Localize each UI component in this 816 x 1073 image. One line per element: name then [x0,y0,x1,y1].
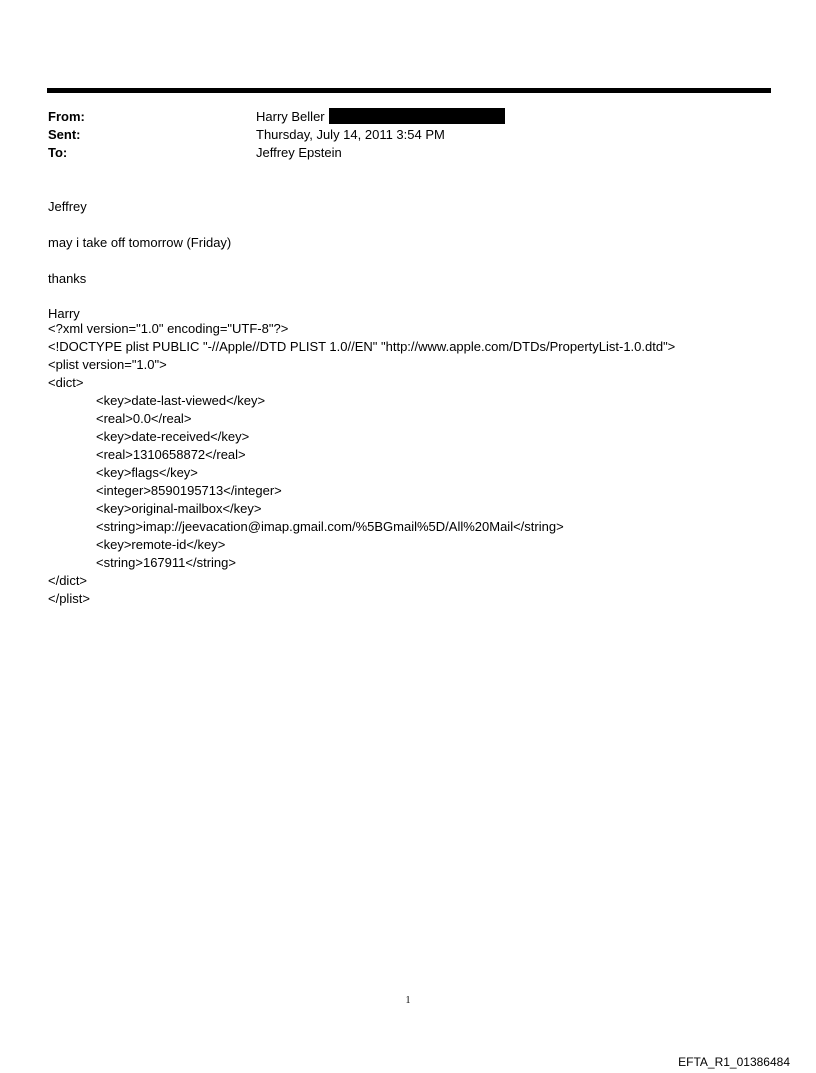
plist-line: </dict> [48,573,88,588]
plist-line: <key>date-received</key> [96,429,250,444]
plist-line: <real>0.0</real> [96,411,192,426]
redaction-box [329,108,505,124]
to-label: To: [48,145,68,160]
from-value [256,108,505,126]
from-name: Harry Beller [256,109,325,124]
plist-line: <key>original-mailbox</key> [96,501,262,516]
greeting: Jeffrey [48,199,87,214]
header-divider [47,88,771,93]
bates-number: EFTA_R1_01386484 [678,1055,790,1069]
plist-line: <!DOCTYPE plist PUBLIC "-//Apple//DTD PLIST 1.0//EN" "http://www.apple.com/DTDs/PropertyList-1.0.dtd"> [48,339,676,354]
sign-off: thanks [48,271,87,286]
plist-line: </plist> [48,591,90,606]
plist-line: <key>flags</key> [96,465,198,480]
plist-line: <integer>8590195713</integer> [96,483,282,498]
signature: Harry [48,306,80,321]
plist-line: <?xml version="1.0" encoding="UTF-8"?> [48,321,289,336]
body-line: may i take off tomorrow (Friday) [48,235,232,250]
sent-value: Thursday, July 14, 2011 3:54 PM [256,127,445,142]
plist-line: <string>167911</string> [96,555,236,570]
to-value: Jeffrey Epstein [256,145,342,160]
plist-line: <plist version="1.0"> [48,357,167,372]
plist-line: <dict> [48,375,84,390]
from-label: From: [48,109,85,124]
plist-line: <real>1310658872</real> [96,447,246,462]
sent-label: Sent: [48,127,81,142]
plist-line: <key>remote-id</key> [96,537,226,552]
plist-line: <string>imap://jeevacation@imap.gmail.com/%5BGmail%5D/All%20Mail</string> [96,519,564,534]
plist-line: <key>date-last-viewed</key> [96,393,266,408]
page-number: 1 [405,995,411,1006]
plist-metadata [48,320,675,608]
